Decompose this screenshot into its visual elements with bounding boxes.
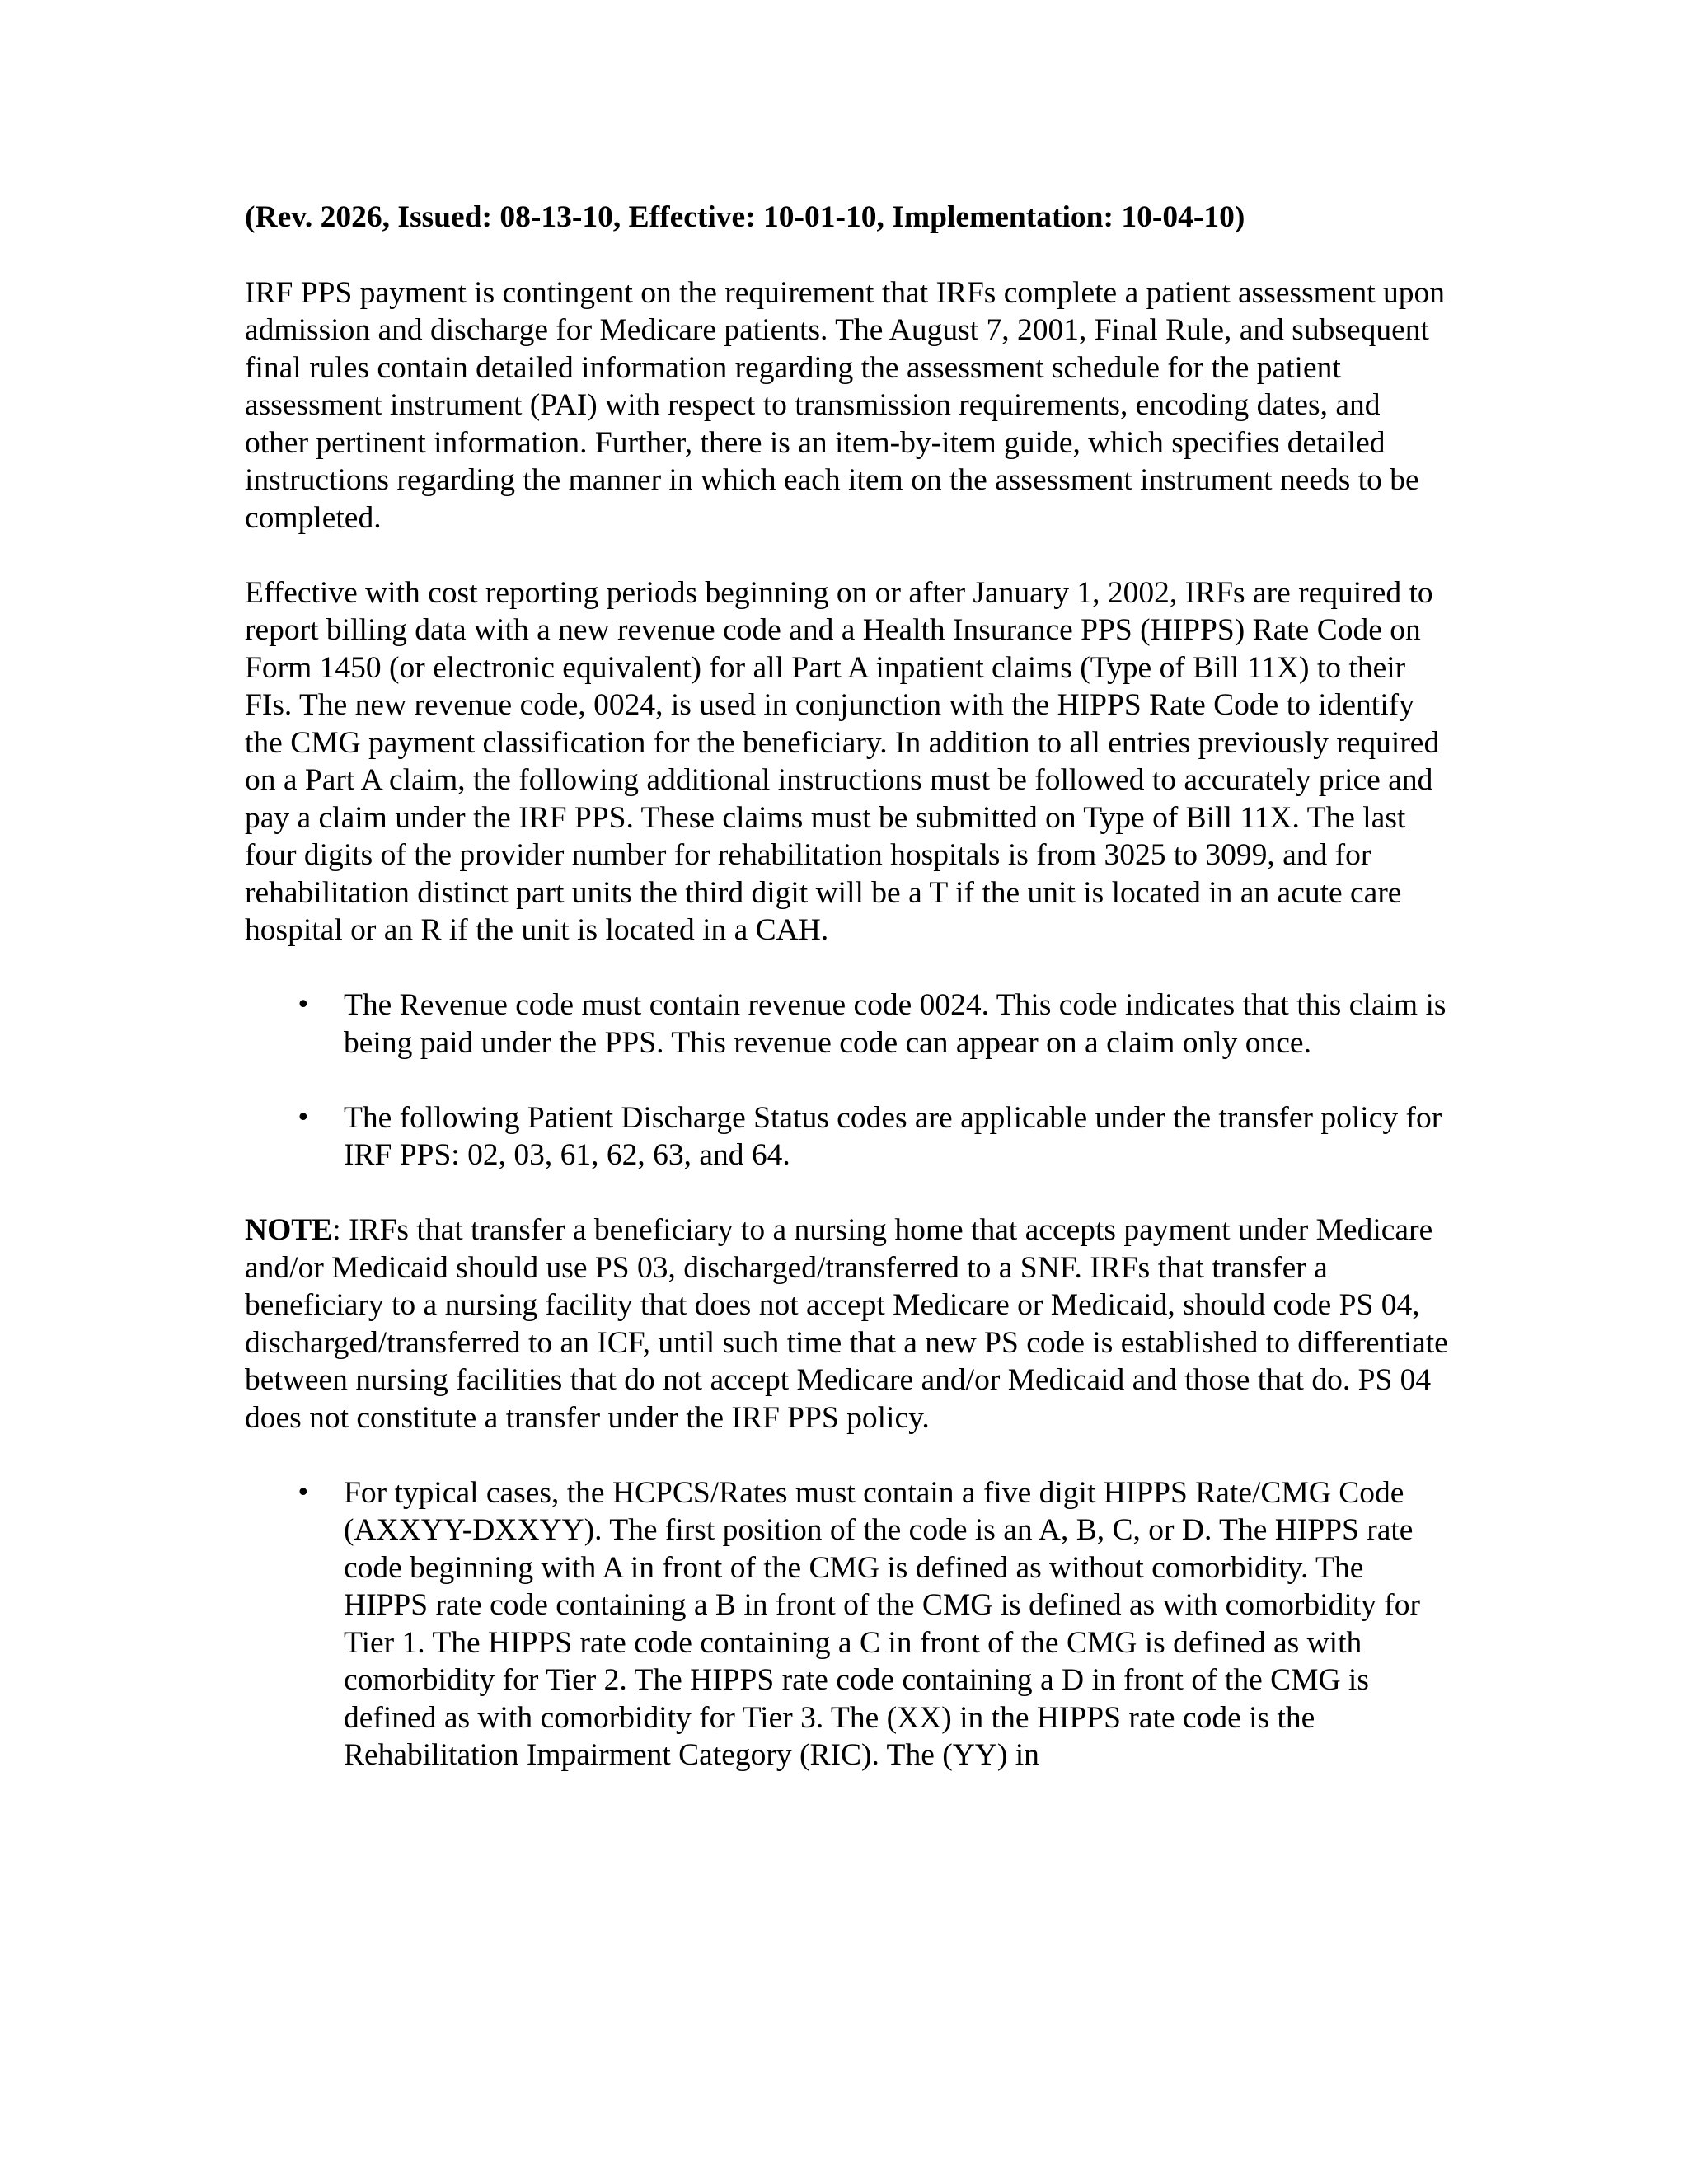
bullet-list-revenue (245, 987, 1448, 1174)
bullet-icon: • (296, 1478, 311, 1507)
note-label: NOTE (245, 1213, 333, 1247)
note-paragraph (245, 1212, 1448, 1436)
paragraph-pai-assessment: IRF PPS payment is contingent on the requirement that IRFs complete a patient assessment upon admission and discharge for Medicare patients. The August 7, 2001, Final Rule, and subsequent final rules contain detailed information regarding the assessment schedule for the patient assessment instrument (PAI) with respect to transmission requirements, encoding dates, and other pertinent information. Further, there is an item-by-item guide, which specifies detailed instructions regarding the manner in which each item on the assessment instrument needs to be completed. (245, 275, 1446, 535)
list-item-text: The Revenue code must contain revenue code 0024. This code indicates that this claim is being paid under the PPS. This revenue code can appear on a claim only once. (344, 988, 1447, 1060)
document-page (245, 199, 1448, 1811)
note-text: : IRFs that transfer a beneficiary to a nursing home that accepts payment under Medicare and/or Medicaid should use PS 03, discharged/transferred to a SNF. IRFs that transfer a beneficiary to a nursing facility that does not accept Medicare or Medicaid, should code PS 04, discharged/transferred to an ICF, until such time that a new PS code is established to differentiate between nursing facilities that do not accept Medicare and/or Medicaid and those that do. PS 04 does not constitute a transfer under the IRF PPS policy. (245, 1213, 1448, 1435)
list-item-text: The following Patient Discharge Status codes are applicable under the transfer policy for IRF PPS: 02, 03, 61, 62, 63, and 64. (344, 1100, 1442, 1172)
paragraph-billing-data: Effective with cost reporting periods beginning on or after January 1, 2002, IRFs are required to report billing data with a new revenue code and a Health Insurance PPS (HIPPS) Rate Code on Form 1450 (or electronic equivalent) for all Part A inpatient claims (Type of Bill 11X) to their FIs. The new revenue code, 0024, is used in conjunction with the HIPPS Rate Code to identify the CMG payment classification for the beneficiary. In addition to all entries previously required on a Part A claim, the following additional instructions must be followed to accurately price and pay a claim under the IRF PPS. These claims must be submitted on Type of Bill 11X. The last four digits of the provider number for rehabilitation hospitals is from 3025 to 3099, and for rehabilitation distinct part units the third digit will be a T if the unit is located in an acute care hospital or an R if the unit is located in a CAH. (245, 575, 1440, 947)
revision-header: (Rev. 2026, Issued: 08-13-10, Effective: 10-01-10, Implementation: 10-04-10) (245, 200, 1245, 234)
list-item (245, 1474, 1448, 1774)
list-item (245, 987, 1448, 1062)
bullet-icon: • (296, 1103, 311, 1132)
bullet-icon: • (296, 991, 311, 1019)
bullet-list-hipps (245, 1474, 1448, 1774)
list-item (245, 1099, 1448, 1174)
list-item-text: For typical cases, the HCPCS/Rates must contain a five digit HIPPS Rate/CMG Code (AXXYY-DXXYY). The first position of the code is an A, B, C, or D. The HIPPS rate code beginning with A in front of the CMG is defined as without comorbidity. The HIPPS rate code containing a B in front of the CMG is defined as with comorbidity for Tier 1. The HIPPS rate code containing a C in front of the CMG is defined as with comorbidity for Tier 2. The HIPPS rate code containing a D in front of the CMG is defined as with comorbidity for Tier 3. The (XX) in the HIPPS rate code is the Rehabilitation Impairment Category (RIC). The (YY) in (344, 1475, 1421, 1772)
